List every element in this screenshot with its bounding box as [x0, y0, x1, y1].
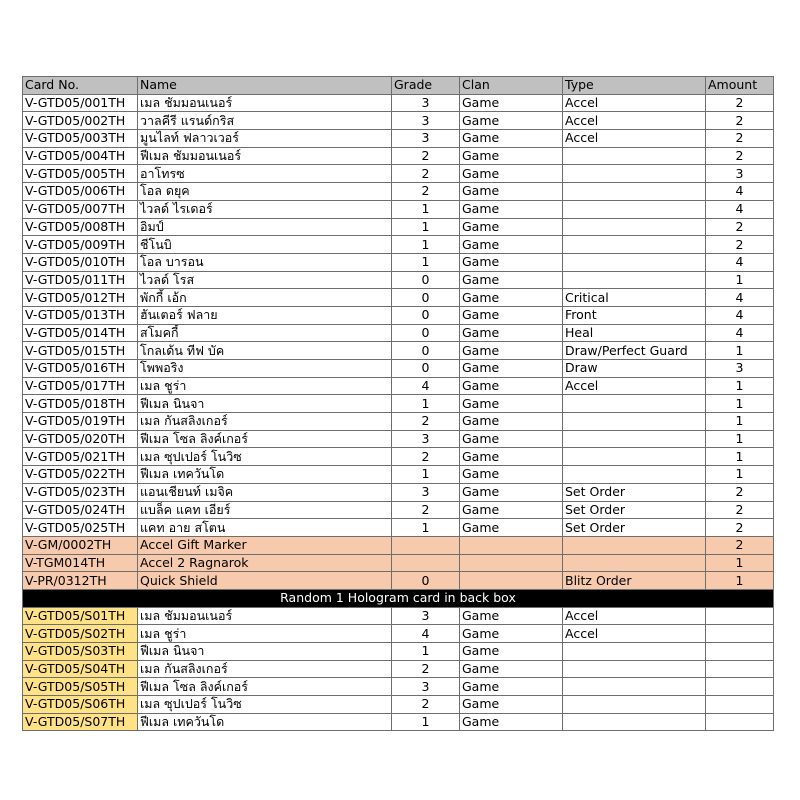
amount-cell: 2	[706, 112, 774, 130]
clan-cell: Game	[460, 360, 563, 378]
card-number-cell: V-GTD05/006TH	[23, 183, 138, 201]
amount-cell: 2	[706, 130, 774, 148]
card-name-cell: เมล กันสลิงเกอร์	[138, 660, 392, 678]
amount-cell: 4	[706, 200, 774, 218]
clan-cell: Game	[460, 218, 563, 236]
amount-cell: 2	[706, 536, 774, 554]
grade-cell: 2	[392, 165, 460, 183]
card-number-cell: V-GTD05/021TH	[23, 448, 138, 466]
card-number-cell: V-PR/0312TH	[23, 572, 138, 590]
table-row	[23, 501, 774, 519]
amount-cell	[706, 678, 774, 696]
card-number-cell: V-GTD05/024TH	[23, 501, 138, 519]
hologram-row	[23, 678, 774, 696]
table-row	[23, 324, 774, 342]
type-cell	[563, 413, 706, 431]
type-cell	[563, 165, 706, 183]
column-header-clan: Clan	[460, 77, 563, 95]
table-row	[23, 430, 774, 448]
clan-cell	[460, 536, 563, 554]
card-number-cell: V-GTD05/020TH	[23, 430, 138, 448]
clan-cell: Game	[460, 183, 563, 201]
card-list-body	[23, 77, 774, 731]
type-cell	[563, 448, 706, 466]
card-number-cell: V-GTD05/002TH	[23, 112, 138, 130]
card-number-cell: V-GTD05/010TH	[23, 253, 138, 271]
grade-cell: 1	[392, 253, 460, 271]
type-cell	[563, 147, 706, 165]
grade-cell: 2	[392, 660, 460, 678]
type-cell	[563, 536, 706, 554]
card-name-cell: โกลเด้น ทีฟ บัค	[138, 342, 392, 360]
table-row	[23, 519, 774, 537]
table-row	[23, 413, 774, 431]
card-name-cell: แอนเชียนท์ เมจิค	[138, 483, 392, 501]
type-cell: Set Order	[563, 501, 706, 519]
amount-cell	[706, 660, 774, 678]
grade-cell: 1	[392, 200, 460, 218]
amount-cell: 1	[706, 413, 774, 431]
table-row	[23, 306, 774, 324]
type-cell	[563, 660, 706, 678]
clan-cell: Game	[460, 501, 563, 519]
grade-cell: 0	[392, 324, 460, 342]
type-cell: Accel	[563, 607, 706, 625]
card-number-cell: V-GTD05/009TH	[23, 236, 138, 254]
amount-cell	[706, 696, 774, 714]
card-name-cell: อิมป์	[138, 218, 392, 236]
card-name-cell: อาโทรซ	[138, 165, 392, 183]
card-name-cell: เมล ชัมมอนเนอร์	[138, 94, 392, 112]
table-row	[23, 112, 774, 130]
type-cell: Draw	[563, 360, 706, 378]
type-cell: Heal	[563, 324, 706, 342]
card-number-cell: V-GTD05/S05TH	[23, 678, 138, 696]
card-name-cell: ฟีเมล ชัมมอนเนอร์	[138, 147, 392, 165]
card-name-cell: ฟีเมล เทควันโด	[138, 466, 392, 484]
type-cell	[563, 271, 706, 289]
amount-cell: 4	[706, 324, 774, 342]
grade-cell: 3	[392, 483, 460, 501]
grade-cell: 0	[392, 342, 460, 360]
card-name-cell: ฟีเมล โซล ลิงค์เกอร์	[138, 430, 392, 448]
type-cell	[563, 466, 706, 484]
card-number-cell: V-GTD05/S04TH	[23, 660, 138, 678]
card-number-cell: V-GTD05/004TH	[23, 147, 138, 165]
amount-cell: 3	[706, 360, 774, 378]
type-cell	[563, 678, 706, 696]
table-row	[23, 183, 774, 201]
card-name-cell: พักกี้ เอ้ก	[138, 289, 392, 307]
table-row	[23, 165, 774, 183]
clan-cell: Game	[460, 643, 563, 661]
amount-cell: 1	[706, 271, 774, 289]
card-name-cell: Quick Shield	[138, 572, 392, 590]
card-number-cell: V-GTD05/001TH	[23, 94, 138, 112]
type-cell: Front	[563, 306, 706, 324]
amount-cell: 1	[706, 377, 774, 395]
amount-cell: 2	[706, 483, 774, 501]
card-number-cell: V-GTD05/019TH	[23, 413, 138, 431]
clan-cell: Game	[460, 306, 563, 324]
amount-cell: 4	[706, 289, 774, 307]
table-row	[23, 466, 774, 484]
card-number-cell: V-GTD05/014TH	[23, 324, 138, 342]
card-name-cell: โพพอริง	[138, 360, 392, 378]
hologram-row	[23, 625, 774, 643]
amount-cell: 4	[706, 306, 774, 324]
clan-cell: Game	[460, 94, 563, 112]
card-number-cell: V-GTD05/S06TH	[23, 696, 138, 714]
grade-cell: 0	[392, 306, 460, 324]
card-name-cell: ฟีเมล โซล ลิงค์เกอร์	[138, 678, 392, 696]
card-name-cell: ชีโนบิ	[138, 236, 392, 254]
clan-cell: Game	[460, 483, 563, 501]
amount-cell: 1	[706, 342, 774, 360]
amount-cell: 1	[706, 430, 774, 448]
card-number-cell: V-GTD05/013TH	[23, 306, 138, 324]
grade-cell: 4	[392, 377, 460, 395]
amount-cell: 1	[706, 395, 774, 413]
table-row	[23, 94, 774, 112]
clan-cell: Game	[460, 147, 563, 165]
card-name-cell: วาลคีรี แรนด์กริส	[138, 112, 392, 130]
card-number-cell: V-GTD05/025TH	[23, 519, 138, 537]
grade-cell: 1	[392, 643, 460, 661]
table-row	[23, 200, 774, 218]
grade-cell: 3	[392, 607, 460, 625]
amount-cell	[706, 625, 774, 643]
card-number-cell: V-GTD05/012TH	[23, 289, 138, 307]
type-cell	[563, 430, 706, 448]
header-row	[23, 77, 774, 95]
clan-cell: Game	[460, 466, 563, 484]
clan-cell: Game	[460, 519, 563, 537]
promo-row	[23, 572, 774, 590]
hologram-banner-row	[23, 589, 774, 607]
grade-cell: 2	[392, 696, 460, 714]
card-number-cell: V-GTD05/011TH	[23, 271, 138, 289]
card-name-cell: แคท อาย สโตน	[138, 519, 392, 537]
card-name-cell: เมล กันสลิงเกอร์	[138, 413, 392, 431]
type-cell	[563, 696, 706, 714]
clan-cell: Game	[460, 112, 563, 130]
grade-cell: 1	[392, 395, 460, 413]
grade-cell: 0	[392, 289, 460, 307]
card-name-cell: ไวลด์ ไรเดอร์	[138, 200, 392, 218]
column-header-type: Type	[563, 77, 706, 95]
table-row	[23, 289, 774, 307]
clan-cell: Game	[460, 696, 563, 714]
type-cell: Accel	[563, 130, 706, 148]
clan-cell: Game	[460, 200, 563, 218]
column-header-amount: Amount	[706, 77, 774, 95]
clan-cell: Game	[460, 342, 563, 360]
hologram-row	[23, 660, 774, 678]
card-name-cell: เมล ซุปเปอร์ โนวิซ	[138, 696, 392, 714]
grade-cell: 3	[392, 430, 460, 448]
clan-cell: Game	[460, 413, 563, 431]
grade-cell: 2	[392, 501, 460, 519]
card-name-cell: ฟีเมล นินจา	[138, 643, 392, 661]
amount-cell: 3	[706, 165, 774, 183]
hologram-row	[23, 713, 774, 731]
table-row	[23, 271, 774, 289]
type-cell	[563, 236, 706, 254]
amount-cell: 1	[706, 448, 774, 466]
amount-cell: 2	[706, 519, 774, 537]
clan-cell: Game	[460, 430, 563, 448]
clan-cell: Game	[460, 377, 563, 395]
grade-cell: 4	[392, 625, 460, 643]
grade-cell: 2	[392, 183, 460, 201]
column-header-card-no: Card No.	[23, 77, 138, 95]
table-row	[23, 483, 774, 501]
card-number-cell: V-GTD05/018TH	[23, 395, 138, 413]
card-name-cell: สโมคกี้	[138, 324, 392, 342]
card-number-cell: V-TGM014TH	[23, 554, 138, 572]
amount-cell: 1	[706, 466, 774, 484]
amount-cell	[706, 713, 774, 731]
amount-cell	[706, 607, 774, 625]
card-name-cell: ฮันเตอร์ ฟลาย	[138, 306, 392, 324]
grade-cell: 0	[392, 360, 460, 378]
type-cell: Accel	[563, 94, 706, 112]
card-list-table	[22, 76, 774, 731]
amount-cell: 4	[706, 183, 774, 201]
grade-cell: 2	[392, 448, 460, 466]
table-row	[23, 236, 774, 254]
table-row	[23, 448, 774, 466]
card-number-cell: V-GTD05/S03TH	[23, 643, 138, 661]
card-name-cell: Accel 2 Ragnarok	[138, 554, 392, 572]
type-cell: Accel	[563, 377, 706, 395]
card-number-cell: V-GTD05/S07TH	[23, 713, 138, 731]
grade-cell	[392, 554, 460, 572]
clan-cell: Game	[460, 289, 563, 307]
amount-cell: 1	[706, 572, 774, 590]
table-row	[23, 360, 774, 378]
card-number-cell: V-GTD05/005TH	[23, 165, 138, 183]
card-name-cell: โอล ดยุค	[138, 183, 392, 201]
clan-cell: Game	[460, 253, 563, 271]
clan-cell: Game	[460, 678, 563, 696]
type-cell	[563, 643, 706, 661]
amount-cell: 2	[706, 147, 774, 165]
card-name-cell: เมล ชัมมอนเนอร์	[138, 607, 392, 625]
grade-cell: 1	[392, 236, 460, 254]
clan-cell	[460, 572, 563, 590]
grade-cell: 3	[392, 94, 460, 112]
amount-cell: 2	[706, 94, 774, 112]
grade-cell: 0	[392, 271, 460, 289]
type-cell	[563, 253, 706, 271]
grade-cell: 0	[392, 572, 460, 590]
card-number-cell: V-GTD05/016TH	[23, 360, 138, 378]
card-name-cell: ฟีเมล นินจา	[138, 395, 392, 413]
card-number-cell: V-GTD05/S02TH	[23, 625, 138, 643]
promo-row	[23, 554, 774, 572]
card-name-cell: ฟีเมล เทควันโด	[138, 713, 392, 731]
clan-cell: Game	[460, 607, 563, 625]
card-number-cell: V-GTD05/023TH	[23, 483, 138, 501]
grade-cell: 2	[392, 413, 460, 431]
clan-cell: Game	[460, 236, 563, 254]
card-number-cell: V-GTD05/015TH	[23, 342, 138, 360]
table-row	[23, 342, 774, 360]
type-cell: Set Order	[563, 483, 706, 501]
type-cell: Set Order	[563, 519, 706, 537]
hologram-banner: Random 1 Hologram card in back box	[23, 589, 774, 607]
card-number-cell: V-GTD05/017TH	[23, 377, 138, 395]
card-name-cell: ไวลด์ โรส	[138, 271, 392, 289]
column-header-grade: Grade	[392, 77, 460, 95]
clan-cell: Game	[460, 395, 563, 413]
grade-cell: 3	[392, 130, 460, 148]
column-header-name: Name	[138, 77, 392, 95]
grade-cell: 1	[392, 519, 460, 537]
hologram-row	[23, 696, 774, 714]
card-name-cell: Accel Gift Marker	[138, 536, 392, 554]
grade-cell: 1	[392, 713, 460, 731]
clan-cell: Game	[460, 660, 563, 678]
grade-cell: 3	[392, 112, 460, 130]
grade-cell: 1	[392, 466, 460, 484]
hologram-row	[23, 607, 774, 625]
type-cell	[563, 554, 706, 572]
type-cell: Blitz Order	[563, 572, 706, 590]
type-cell	[563, 218, 706, 236]
table-row	[23, 395, 774, 413]
card-name-cell: แบล็ค แคท เอียร์	[138, 501, 392, 519]
card-number-cell: V-GTD05/007TH	[23, 200, 138, 218]
type-cell: Draw/Perfect Guard	[563, 342, 706, 360]
card-name-cell: โอล บารอน	[138, 253, 392, 271]
grade-cell	[392, 536, 460, 554]
card-name-cell: เมล ชูร่า	[138, 625, 392, 643]
card-name-cell: มูนไลท์ ฟลาวเวอร์	[138, 130, 392, 148]
card-name-cell: เมล ชูร่า	[138, 377, 392, 395]
clan-cell: Game	[460, 324, 563, 342]
clan-cell: Game	[460, 271, 563, 289]
type-cell: Critical	[563, 289, 706, 307]
card-number-cell: V-GTD05/S01TH	[23, 607, 138, 625]
table-row	[23, 147, 774, 165]
clan-cell: Game	[460, 130, 563, 148]
clan-cell	[460, 554, 563, 572]
amount-cell: 4	[706, 253, 774, 271]
card-number-cell: V-GTD05/022TH	[23, 466, 138, 484]
amount-cell: 2	[706, 501, 774, 519]
clan-cell: Game	[460, 625, 563, 643]
table-row	[23, 253, 774, 271]
clan-cell: Game	[460, 165, 563, 183]
grade-cell: 1	[392, 218, 460, 236]
table-row	[23, 130, 774, 148]
type-cell: Accel	[563, 112, 706, 130]
clan-cell: Game	[460, 448, 563, 466]
card-number-cell: V-GTD05/008TH	[23, 218, 138, 236]
type-cell	[563, 200, 706, 218]
amount-cell: 2	[706, 236, 774, 254]
type-cell: Accel	[563, 625, 706, 643]
card-name-cell: เมล ซุปเปอร์ โนวิซ	[138, 448, 392, 466]
card-number-cell: V-GM/0002TH	[23, 536, 138, 554]
type-cell	[563, 183, 706, 201]
amount-cell: 2	[706, 218, 774, 236]
clan-cell: Game	[460, 713, 563, 731]
amount-cell	[706, 643, 774, 661]
grade-cell: 2	[392, 147, 460, 165]
card-number-cell: V-GTD05/003TH	[23, 130, 138, 148]
table-row	[23, 377, 774, 395]
promo-row	[23, 536, 774, 554]
grade-cell: 3	[392, 678, 460, 696]
amount-cell: 1	[706, 554, 774, 572]
type-cell	[563, 713, 706, 731]
table-row	[23, 218, 774, 236]
type-cell	[563, 395, 706, 413]
hologram-row	[23, 643, 774, 661]
